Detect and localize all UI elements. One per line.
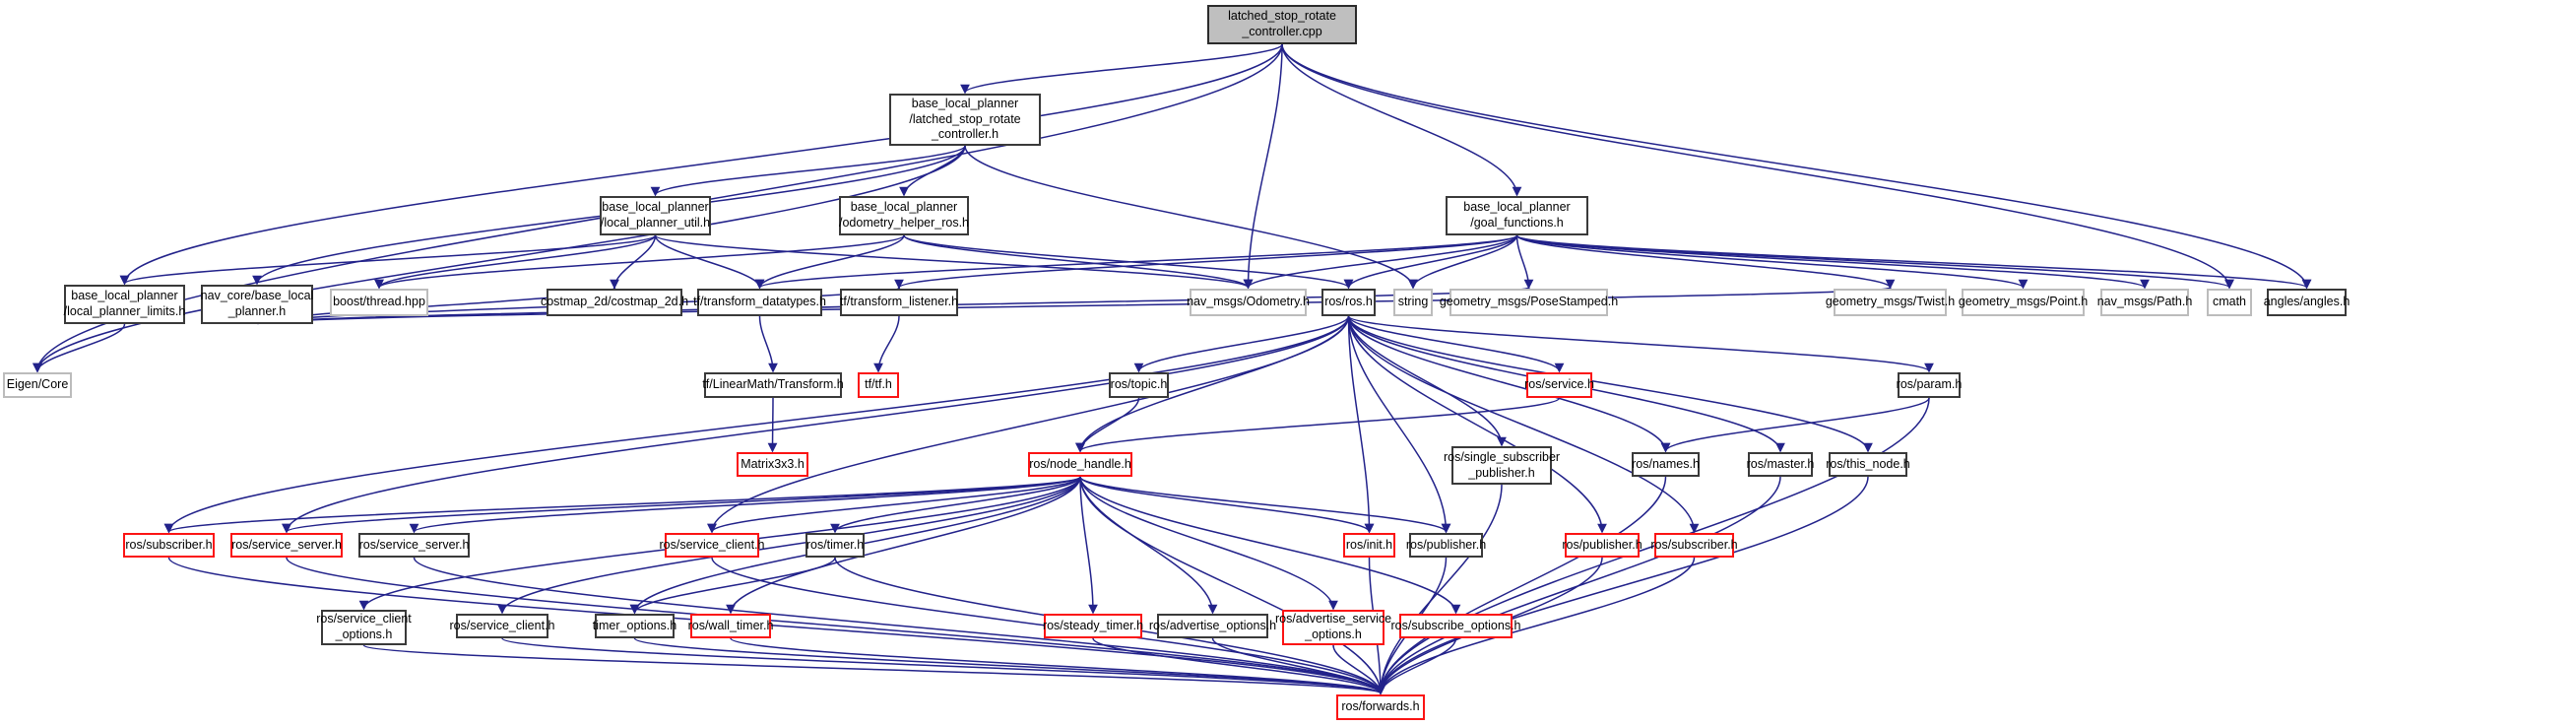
edge-main-goal_functions — [1282, 44, 1517, 195]
graph-node-aso[interactable] — [1274, 610, 1392, 645]
graph-node-label: ros/service.h — [1524, 377, 1594, 392]
graph-node-label: string — [1397, 295, 1429, 309]
graph-node-label: _controller.cpp — [1242, 25, 1322, 38]
graph-node-label: ros/node_handle.h — [1029, 456, 1131, 471]
edge-ros_ros-subscriber2 — [1349, 316, 1695, 532]
edge-local_planner_util-tf_datatypes — [656, 235, 760, 288]
graph-node-label: ros/ros.h — [1324, 295, 1373, 309]
graph-node-wall_timer[interactable] — [687, 614, 774, 638]
edge-goal_functions-path — [1517, 235, 2146, 288]
edge-node_handle-service_server2 — [415, 477, 1081, 532]
graph-node-label: boost/thread.hpp — [333, 295, 425, 309]
graph-node-local_planner_util[interactable] — [600, 196, 711, 235]
graph-node-label: ros/names.h — [1632, 456, 1700, 471]
graph-node-cmath — [2207, 289, 2252, 316]
graph-node-label: ros/publisher.h — [1405, 537, 1487, 552]
graph-node-goal_functions[interactable] — [1446, 196, 1588, 235]
graph-node-this_node[interactable] — [1826, 452, 1910, 477]
edge-ros_service-node_handle — [1080, 398, 1560, 451]
graph-node-main[interactable] — [1207, 5, 1357, 44]
edge-main-nav_odometry — [1249, 44, 1283, 288]
graph-node-timer[interactable] — [805, 533, 865, 558]
edge-ros_ros-names — [1349, 316, 1666, 451]
edge-goal_functions-point — [1517, 235, 2024, 288]
edges-group — [37, 44, 2307, 693]
graph-node-label: ros/service_server.h — [358, 537, 470, 552]
edge-main-cmath — [1282, 44, 2229, 288]
graph-node-label: base_local_planner — [1463, 200, 1571, 215]
edge-odometry_helper-tf_datatypes — [760, 235, 905, 288]
graph-node-service_server1[interactable] — [230, 533, 343, 558]
graph-node-label: /latched_stop_rotate — [909, 111, 1021, 126]
edge-sc2-forwards — [502, 638, 1381, 693]
graph-node-label: Eigen/Core — [6, 377, 69, 392]
graph-node-advertise_options[interactable] — [1148, 614, 1277, 638]
graph-node-label: _options.h — [1305, 627, 1362, 641]
graph-node-boost_thread — [330, 289, 428, 316]
graph-node-point — [1958, 289, 2089, 316]
graph-node-latched_h[interactable] — [889, 94, 1041, 146]
graph-node-local_planner_limits[interactable] — [64, 285, 185, 324]
graph-node-label: ros/publisher.h — [1562, 537, 1642, 552]
graph-node-path — [2096, 289, 2193, 316]
graph-node-label: _publisher.h — [1468, 465, 1535, 480]
graph-node-label: ros/service_client.h — [449, 618, 555, 632]
graph-node-label: ros/service_server.h — [231, 537, 342, 552]
edge-tf_listener-tf_tf — [878, 316, 899, 371]
graph-node-label: tf/transform_datatypes.h — [693, 295, 826, 309]
graph-node-publisher2[interactable] — [1562, 533, 1642, 558]
graph-node-service_server2[interactable] — [358, 533, 470, 558]
graph-node-label: /local_planner_util.h — [600, 216, 711, 230]
edge-goal_functions-posestamped — [1517, 235, 1529, 288]
graph-node-tf_transform[interactable] — [704, 372, 842, 398]
graph-node-subscribe_options[interactable] — [1390, 614, 1521, 638]
graph-node-nav_odometry — [1187, 289, 1310, 316]
graph-node-ros_topic[interactable] — [1109, 372, 1169, 398]
graph-node-costmap[interactable] — [540, 289, 689, 316]
graph-node-posestamped — [1439, 289, 1619, 316]
graph-node-odometry_helper[interactable] — [839, 196, 969, 235]
edge-ros_ros-publisher2 — [1349, 316, 1603, 532]
graph-node-label: ros/service_client — [316, 612, 412, 627]
graph-node-label: base_local_planner — [602, 200, 709, 215]
graph-node-label: ros/advertise_service — [1274, 612, 1392, 627]
graph-node-label: base_local_planner — [850, 200, 958, 215]
graph-node-label: tf/transform_listener.h — [839, 295, 959, 309]
graph-node-ros_service[interactable] — [1526, 372, 1592, 398]
graph-node-subscriber2[interactable] — [1650, 533, 1738, 558]
edge-node_handle-subscribe_options — [1080, 477, 1456, 613]
graph-node-timer_options[interactable] — [592, 614, 677, 638]
edge-ros_param-names — [1666, 398, 1930, 451]
graph-node-label: ros/timer.h — [805, 537, 865, 552]
graph-node-label: ros/wall_timer.h — [687, 618, 774, 632]
graph-node-label: ros/steady_timer.h — [1042, 618, 1144, 632]
graph-node-service_client1[interactable] — [659, 533, 765, 558]
graph-node-ros_ros[interactable] — [1321, 289, 1376, 316]
edge-sco-forwards — [364, 645, 1382, 693]
graph-node-label: ros/param.h — [1896, 377, 1963, 392]
graph-node-label: geometry_msgs/Point.h — [1958, 295, 2089, 309]
graph-node-single_sub[interactable] — [1443, 446, 1561, 485]
edge-main-angles — [1282, 44, 2307, 288]
edge-this_node-forwards — [1381, 477, 1868, 693]
graph-node-label: /odometry_helper_ros.h — [838, 216, 970, 230]
graph-node-ros_param[interactable] — [1898, 372, 1961, 398]
edge-tf_datatypes-tf_transform — [760, 316, 774, 371]
graph-node-label: ros/this_node.h — [1826, 456, 1910, 471]
edge-main-local_planner_limits — [125, 44, 1283, 284]
graph-node-label: _controller.h — [931, 127, 999, 142]
edge-main-latched_h — [965, 44, 1282, 93]
graph-node-label: ros/service_client.h — [659, 537, 765, 552]
graph-node-master[interactable] — [1748, 452, 1813, 477]
graph-node-label: ros/master.h — [1746, 456, 1815, 471]
edge-ros_ros-ros_topic — [1139, 316, 1349, 371]
graph-node-label: latched_stop_rotate — [1228, 9, 1336, 24]
graph-node-tf_datatypes[interactable] — [693, 289, 826, 316]
graph-node-label: /goal_functions.h — [1470, 216, 1564, 230]
graph-node-label: ros/subscriber.h — [1650, 537, 1738, 552]
graph-node-label: geometry_msgs/PoseStamped.h — [1439, 295, 1619, 309]
graph-node-sco[interactable] — [316, 610, 412, 645]
graph-node-subscriber1[interactable] — [123, 533, 215, 558]
edge-ros_ros-init — [1349, 316, 1370, 532]
graph-node-eigen — [3, 372, 72, 398]
graph-node-label: geometry_msgs/Twist.h — [1825, 295, 1956, 309]
graph-node-publisher1[interactable] — [1405, 533, 1487, 558]
graph-node-label: nav_msgs/Odometry.h — [1187, 295, 1310, 309]
graph-node-label: Matrix3x3.h — [741, 456, 805, 471]
graph-node-label: cmath — [2212, 295, 2247, 309]
graph-node-names[interactable] — [1632, 452, 1700, 477]
graph-node-sc2[interactable] — [449, 614, 555, 638]
graph-node-init[interactable] — [1343, 533, 1395, 558]
graph-node-label: ros/subscriber.h — [125, 537, 213, 552]
edge-node_handle-aso — [1080, 477, 1333, 609]
graph-node-label: tf/tf.h — [865, 377, 892, 392]
graph-node-tf_tf[interactable] — [858, 372, 899, 398]
edge-tf_transform-matrix — [773, 398, 774, 451]
edge-node_handle-init — [1080, 477, 1370, 532]
edge-node_handle-wall_timer — [731, 477, 1080, 613]
graph-node-forwards[interactable] — [1336, 694, 1425, 720]
edge-nav_core-twist — [257, 288, 1891, 324]
graph-node-label: nav_msgs/Path.h — [2096, 295, 2193, 309]
edge-local_planner_util-nav_odometry — [656, 235, 1249, 288]
graph-node-angles[interactable] — [2263, 289, 2351, 316]
graph-node-label: timer_options.h — [592, 618, 677, 632]
graph-node-label: _planner.h — [227, 304, 287, 318]
graph-node-steady_timer[interactable] — [1044, 614, 1142, 638]
edge-goal_functions-cmath — [1517, 235, 2230, 288]
graph-node-label: ros/advertise_options.h — [1148, 618, 1277, 632]
edge-ros_ros-service_client1 — [712, 316, 1349, 532]
graph-node-label: /local_planner_limits.h — [63, 304, 186, 318]
graph-node-label: angles/angles.h — [2263, 295, 2351, 309]
graph-node-label: base_local_planner — [911, 96, 1019, 110]
graph-node-nav_core[interactable] — [201, 285, 313, 324]
graph-node-label: _options.h — [335, 627, 393, 641]
graph-node-label: ros/topic.h — [1110, 377, 1168, 392]
graph-node-label: costmap_2d/costmap_2d.h — [540, 295, 689, 309]
graph-node-label: base_local_planner — [71, 289, 178, 303]
graph-node-label: tf/LinearMath/Transform.h — [702, 377, 844, 392]
graph-node-label: ros/init.h — [1345, 537, 1393, 552]
graph-node-label: nav_core/base_local — [200, 289, 314, 303]
graph-node-tf_listener[interactable] — [840, 289, 958, 316]
graph-node-matrix[interactable] — [737, 452, 808, 477]
graph-node-label: ros/forwards.h — [1341, 699, 1420, 714]
graph-node-string — [1393, 289, 1433, 316]
graph-node-node_handle[interactable] — [1028, 452, 1132, 477]
edge-single_sub-forwards — [1381, 485, 1502, 693]
graph-node-label: ros/single_subscriber — [1443, 449, 1561, 464]
graph-node-twist — [1825, 289, 1956, 316]
edge-node_handle-publisher1 — [1080, 477, 1447, 532]
graph-node-label: ros/subscribe_options.h — [1390, 618, 1521, 632]
